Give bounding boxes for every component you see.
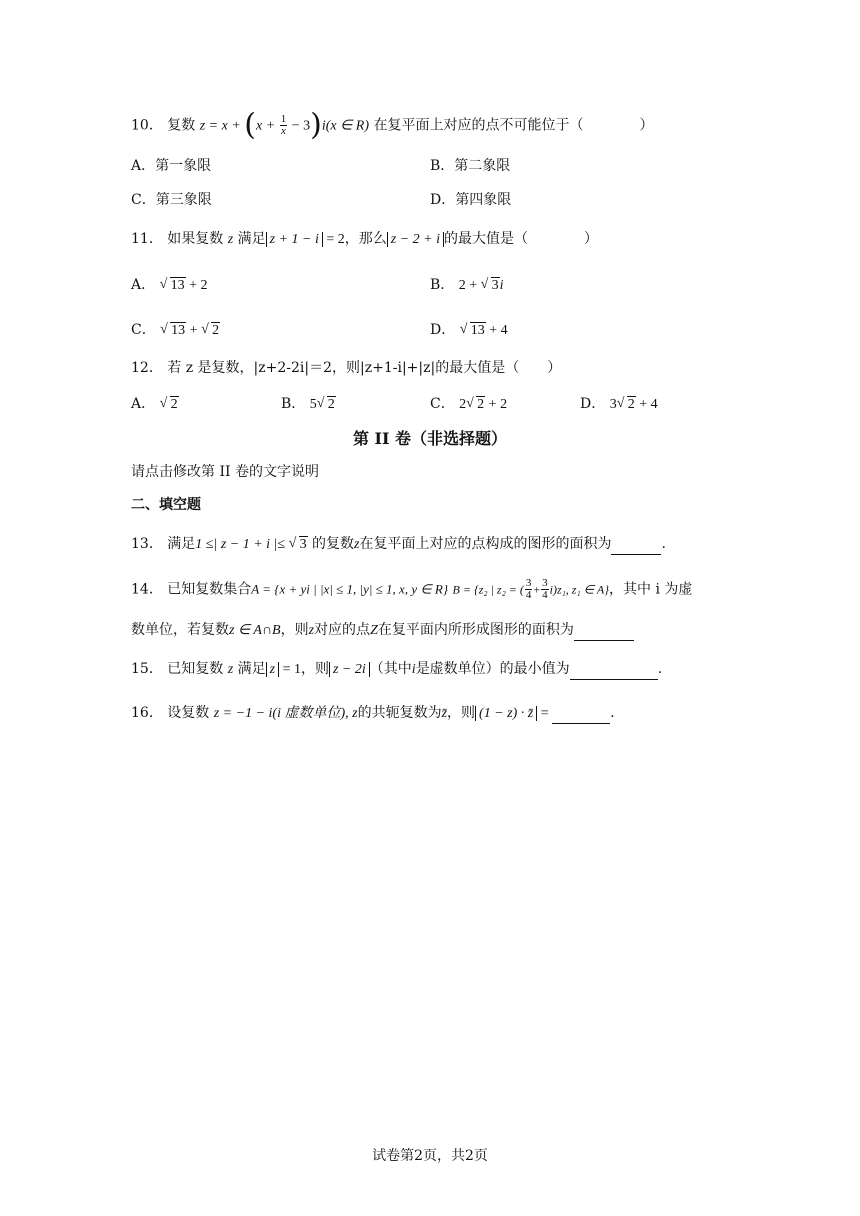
question-text: 若 z 是复数，|z+2-2i|＝2，则|z+1-i|+|z|的最大值是（ ） (167, 360, 562, 376)
formula: B = {z₂ | z₂ = ( (452, 582, 524, 597)
question-text: 满足 (237, 661, 266, 677)
formula: z = x + (199, 118, 245, 134)
question-number: 16． (131, 705, 163, 721)
question-text: ，那么 (344, 231, 387, 247)
formula: z = −1 − i(i 虚数单位), z (213, 706, 358, 721)
fraction (525, 578, 533, 601)
question-number: 15． (131, 661, 163, 677)
formula: 3 (609, 397, 617, 412)
sqrt (160, 276, 186, 296)
period: . (610, 705, 615, 721)
radicand: 2 (170, 397, 178, 412)
fraction (541, 578, 549, 601)
variable: i (411, 662, 416, 677)
fraction-denominator: 4 (525, 589, 532, 601)
option-c (131, 320, 220, 341)
question-text: ，其中 i 为虚 (609, 581, 693, 598)
option-label: B． (281, 396, 306, 412)
answer-blank[interactable] (611, 534, 661, 555)
sqrt (481, 276, 500, 296)
question-text: ，则 (447, 705, 476, 721)
option-label: C． (131, 322, 156, 338)
question-text: ，则 (280, 622, 309, 638)
question-text: 对应的点 (314, 622, 371, 638)
question-number: 12． (131, 360, 163, 376)
fraction-numerator: 3 (525, 577, 532, 589)
radicand: 2 (477, 397, 485, 412)
radicand: 3 (299, 537, 307, 552)
formula: = (537, 706, 553, 721)
question-text: 在复平面上对应的点不可能位于（ ） (373, 117, 654, 134)
option-b (430, 275, 504, 296)
fraction-numerator: 3 (542, 577, 548, 589)
option-b: B．第二象限 (430, 158, 511, 174)
question-number: 10． (131, 117, 163, 134)
option-a (131, 394, 179, 415)
question-text: 的最大值是（ ） (444, 231, 599, 247)
variable: z̄ (441, 706, 448, 721)
question-11 (131, 229, 598, 250)
option-label: A． (131, 277, 156, 293)
question-10 (131, 107, 654, 143)
paren-left: ( (244, 107, 257, 143)
question-text: 在复平面内所形成图形的面积为 (377, 622, 574, 638)
question-text: 在复平面上对应的点构成的图形的面积为 (359, 536, 612, 552)
option-d (430, 320, 508, 341)
formula: 5 (309, 397, 317, 412)
question-text: 已知复数 (167, 661, 224, 677)
variable: z (308, 623, 315, 638)
radicand: 13 (171, 323, 186, 338)
question-12 (131, 358, 561, 378)
sqrt (289, 535, 308, 555)
option-d: D．第四象限 (430, 192, 512, 208)
option-a (131, 275, 207, 296)
question-16 (131, 703, 615, 724)
option-label: B． (430, 277, 455, 293)
variable: Z (370, 623, 378, 638)
formula: 2 (459, 397, 467, 412)
formula: + (186, 323, 202, 338)
sqrt (160, 395, 179, 415)
question-text: ，则 (301, 661, 329, 677)
formula: + 4 (485, 323, 508, 338)
paren-right: ) (310, 107, 322, 143)
answer-blank[interactable] (574, 620, 634, 641)
formula: A = {x + yi | |x| ≤ 1, |y| ≤ 1, x, y ∈ R} (251, 581, 449, 597)
formula: i(x ∈ R) (321, 118, 369, 134)
formula: − 3 (288, 118, 311, 134)
question-text: 复数 (167, 117, 196, 134)
formula: = 1 (279, 662, 301, 677)
question-number: 13． (131, 536, 163, 552)
section-note[interactable]: 请点击修改第 II 卷的文字说明 (131, 464, 319, 480)
formula: 2 + (458, 278, 481, 293)
radicand: 2 (627, 397, 635, 412)
answer-blank[interactable] (552, 703, 610, 724)
question-text: 如果复数 (167, 231, 224, 247)
question-text: （其中 (369, 661, 412, 677)
sqrt (466, 395, 485, 415)
fraction-denominator: x (280, 125, 286, 137)
question-text: 的共轭复数为 (357, 705, 442, 721)
formula: i (499, 278, 504, 293)
variable: z (354, 537, 360, 552)
fraction-denominator: 4 (542, 589, 548, 601)
option-label: A． (131, 396, 156, 412)
formula: i)z₁, z₁ ∈ A} (549, 582, 610, 597)
formula: z + 1 − i (266, 232, 323, 247)
question-text: 满足 (237, 231, 266, 247)
fraction-numerator: 1 (280, 113, 287, 125)
formula: x + (256, 118, 279, 134)
variable: z (227, 232, 234, 247)
formula: z ∈ A∩B (229, 623, 281, 638)
question-text: 的复数 (312, 536, 355, 552)
option-label: C． (430, 396, 455, 412)
formula: = 2 (322, 232, 345, 247)
sqrt (460, 321, 486, 341)
section-title: 第 II 卷（非选择题） (352, 429, 508, 448)
page-footer: 试卷第2页，共2页 (372, 1148, 488, 1164)
radicand: 2 (212, 323, 220, 338)
option-b (281, 394, 336, 415)
question-number: 11． (131, 231, 163, 247)
question-15 (131, 659, 662, 680)
radicand: 13 (170, 278, 185, 293)
formula: + 4 (635, 397, 658, 412)
question-text: 已知复数集合 (167, 581, 252, 598)
fraction (280, 114, 288, 137)
period: . (657, 661, 663, 677)
radicand: 13 (470, 323, 485, 338)
question-number: 14． (131, 581, 163, 598)
question-13 (131, 534, 666, 555)
option-label: D． (580, 396, 606, 412)
radicand: 3 (491, 278, 499, 293)
formula: + 2 (485, 397, 508, 412)
variable: z (227, 662, 234, 677)
sqrt (317, 395, 336, 415)
question-text: 满足 (167, 536, 196, 552)
sqrt (617, 395, 636, 415)
formula: + 2 (185, 278, 208, 293)
option-a: A．第一象限 (131, 158, 212, 174)
option-label: D． (430, 322, 456, 338)
question-text: 是虚数单位）的最小值为 (415, 661, 570, 677)
answer-blank[interactable] (570, 659, 658, 680)
question-text: 数单位，若复数 (131, 622, 229, 638)
formula: (1 − z) · z̄ (475, 706, 537, 721)
formula: z − 2i (329, 662, 370, 677)
formula: z (266, 662, 279, 677)
formula: z − 2 + i (387, 232, 444, 247)
part-heading: 二、填空题 (131, 497, 201, 513)
formula: + (533, 582, 541, 597)
period: . (661, 536, 666, 552)
radicand: 2 (327, 397, 335, 412)
sqrt (160, 321, 186, 341)
sqrt (201, 321, 220, 341)
option-d (580, 394, 658, 415)
question-14 (131, 578, 692, 601)
formula: 1 ≤| z − 1 + i |≤ (195, 537, 289, 552)
question-text: 设复数 (167, 705, 210, 721)
question-14-line2 (131, 620, 634, 641)
option-c (430, 394, 507, 415)
option-c: C．第三象限 (131, 192, 212, 208)
